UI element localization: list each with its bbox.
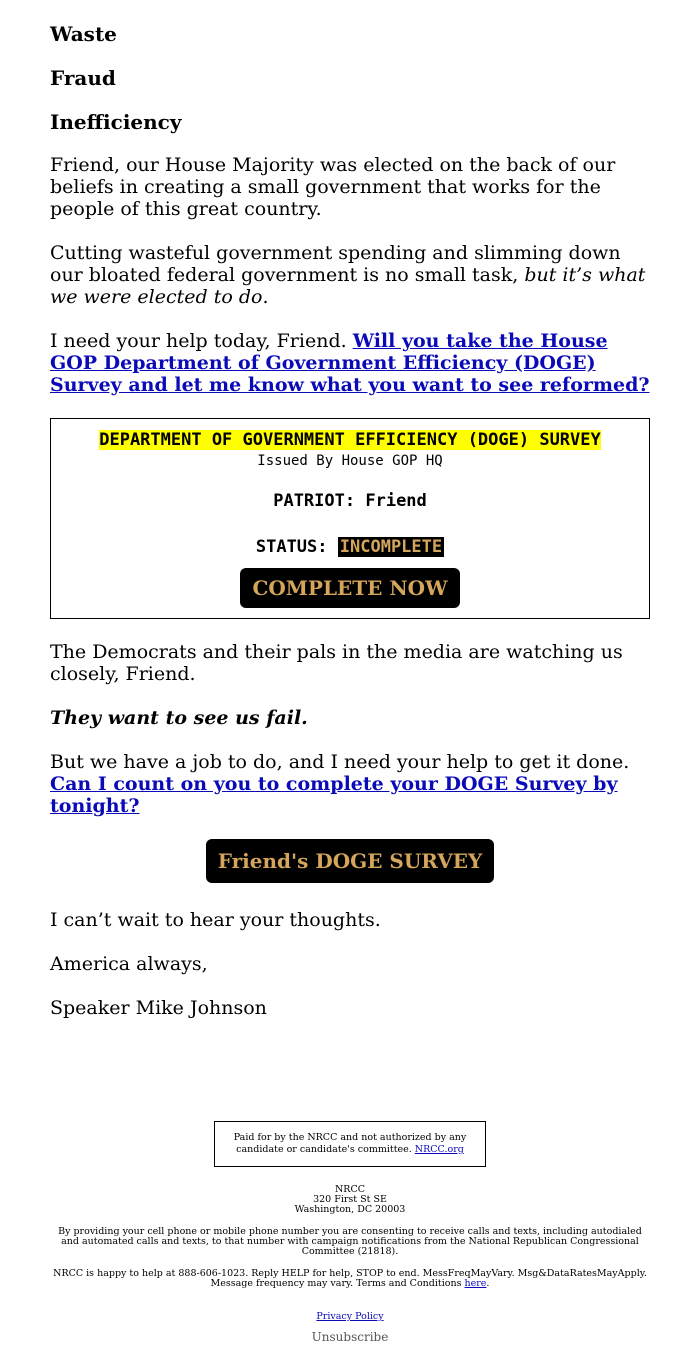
text: . xyxy=(486,1278,490,1289)
text: . xyxy=(262,286,269,308)
privacy-policy-link[interactable]: Privacy Policy xyxy=(316,1311,384,1322)
paid-text: Paid for by the NRCC and not authorized by any candidate or candidate's committee. xyxy=(233,1132,467,1155)
help-text xyxy=(50,1269,650,1289)
paragraph-democrats: The Democrats and their pals in the media are watching us closely, Friend. xyxy=(50,641,623,685)
unsubscribe-link[interactable]: Unsubscribe xyxy=(311,1330,389,1344)
privacy-container xyxy=(50,1311,650,1322)
heading-fraud: Fraud xyxy=(50,66,116,90)
paragraph-majority: Friend, our House Majority was elected on the back of our beliefs in creating a small government that works for the people of this great country. xyxy=(50,154,616,220)
address-line-2: 320 First St SE xyxy=(313,1194,387,1205)
email-body xyxy=(50,0,650,1344)
cta-container xyxy=(50,839,650,883)
emphasis-text: but it’s what we were elected to do xyxy=(50,264,646,308)
paragraph-cutting xyxy=(50,242,650,308)
patriot-line xyxy=(51,490,649,512)
status-badge: INCOMPLETE xyxy=(339,537,443,557)
terms-link[interactable]: here xyxy=(464,1278,487,1289)
status-line xyxy=(51,536,649,558)
issued-by: Issued By House GOP HQ xyxy=(257,453,443,469)
survey-title xyxy=(51,429,649,452)
patriot-label: PATRIOT: xyxy=(273,491,356,511)
address-line-1: NRCC xyxy=(334,1184,365,1195)
patriot-value: Friend xyxy=(365,491,427,511)
text: Cutting wasteful government spending and slimming down our bloated federal government is no small task, xyxy=(50,242,621,286)
heading-waste: Waste xyxy=(50,22,117,46)
survey-link[interactable]: Will you take the House GOP Department of Government Efficiency (DOGE) Survey and let me know what you want to see reformed? xyxy=(50,330,650,396)
closing-thoughts: I can’t wait to hear your thoughts. xyxy=(50,909,381,931)
closing-america: America always, xyxy=(50,953,208,975)
address xyxy=(50,1185,650,1215)
nrcc-link[interactable]: NRCC.org xyxy=(414,1144,464,1155)
doge-survey-button[interactable]: Friend's DOGE SURVEY xyxy=(206,839,494,883)
text: NRCC is happy to help at 888-606-1023. Reply HELP for help, STOP to end. MessFreqMayVary. Msg&DataRatesMayApply. Message frequency may vary. Terms and Conditions xyxy=(53,1268,647,1289)
paragraph-help xyxy=(50,330,650,396)
survey-title-text: DEPARTMENT OF GOVERNMENT EFFICIENCY (DOGE) SURVEY xyxy=(99,430,601,450)
count-on-you-link[interactable]: Can I count on you to complete your DOGE Survey by tonight? xyxy=(50,773,618,817)
complete-now-button[interactable]: COMPLETE NOW xyxy=(240,568,459,608)
paragraph-fail: They want to see us fail. xyxy=(50,707,308,729)
status-label: STATUS: xyxy=(255,537,328,557)
text: I need your help today, Friend. xyxy=(50,330,353,352)
signature: Speaker Mike Johnson xyxy=(50,997,267,1019)
footer xyxy=(50,1041,650,1344)
address-line-3: Washington, DC 20003 xyxy=(294,1204,406,1215)
survey-box xyxy=(50,418,650,619)
text: But we have a job to do, and I need your help to get it done. xyxy=(50,751,630,773)
paid-for-box xyxy=(214,1121,486,1167)
paragraph-job xyxy=(50,751,650,817)
heading-inefficiency: Inefficiency xyxy=(50,110,182,134)
consent-text: By providing your cell phone or mobile phone number you are consenting to receive calls and texts, including autodialed and automated calls and texts, to that number with campaign notifications from the National Republican Congressional Committee (21818). xyxy=(58,1226,642,1257)
